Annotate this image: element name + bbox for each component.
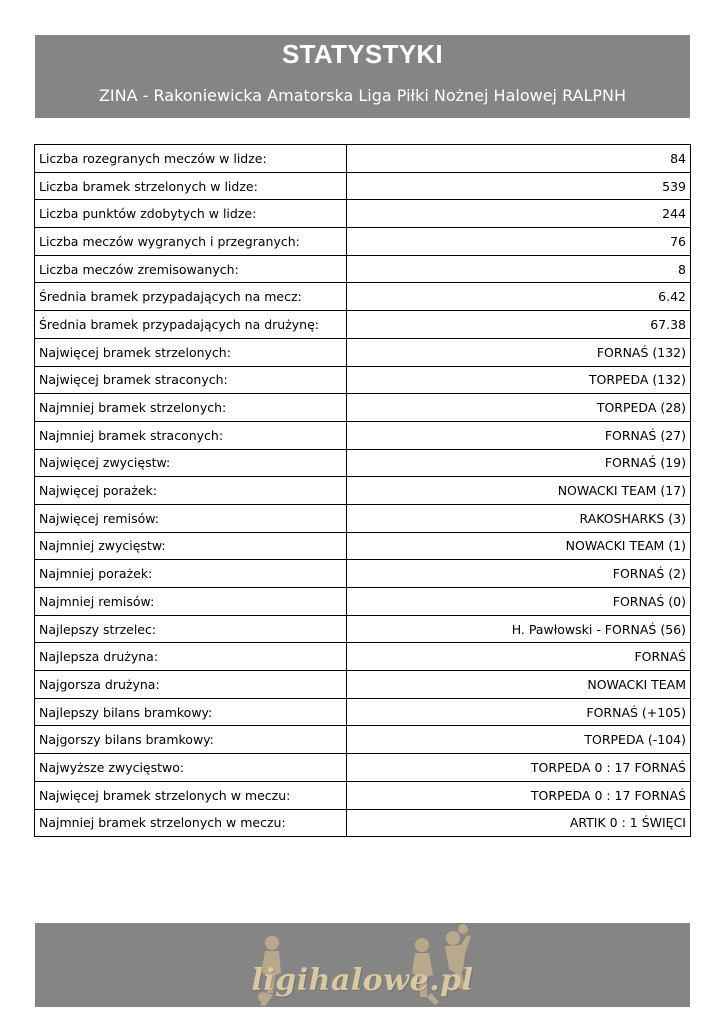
stat-label: Najmniej bramek straconych: xyxy=(35,421,347,449)
stat-label: Najwięcej porażek: xyxy=(35,477,347,505)
table-row xyxy=(35,504,691,532)
stat-label: Najwięcej zwycięstw: xyxy=(35,449,347,477)
table-row xyxy=(35,698,691,726)
table-row xyxy=(35,283,691,311)
table-row xyxy=(35,338,691,366)
page-header xyxy=(35,35,690,118)
table-row xyxy=(35,726,691,754)
table-row xyxy=(35,532,691,560)
stat-value: FORNAŚ (0) xyxy=(347,588,691,616)
stat-label: Najwięcej remisów: xyxy=(35,504,347,532)
table-row xyxy=(35,200,691,228)
stat-value: ARTIK 0 : 1 ŚWIĘCI xyxy=(347,809,691,837)
page-title: STATYSTYKI xyxy=(282,39,443,69)
stat-value: NOWACKI TEAM (17) xyxy=(347,477,691,505)
stat-value: FORNAŚ (+105) xyxy=(347,698,691,726)
stat-label: Najlepszy bilans bramkowy: xyxy=(35,698,347,726)
table-row xyxy=(35,809,691,837)
table-row xyxy=(35,145,691,173)
stat-value: NOWACKI TEAM (1) xyxy=(347,532,691,560)
stat-label: Najmniej zwycięstw: xyxy=(35,532,347,560)
stat-value: H. Pawłowski - FORNAŚ (56) xyxy=(347,615,691,643)
stat-value: TORPEDA 0 : 17 FORNAŚ xyxy=(347,754,691,782)
stat-value: 539 xyxy=(347,172,691,200)
stat-value: NOWACKI TEAM xyxy=(347,671,691,699)
table-row xyxy=(35,421,691,449)
table-row xyxy=(35,781,691,809)
statistics-table xyxy=(34,144,691,837)
stat-value: 76 xyxy=(347,228,691,256)
table-row xyxy=(35,394,691,422)
stat-label: Liczba punktów zdobytych w lidze: xyxy=(35,200,347,228)
stat-label: Najmniej porażek: xyxy=(35,560,347,588)
stat-value: TORPEDA 0 : 17 FORNAŚ xyxy=(347,781,691,809)
table-row xyxy=(35,366,691,394)
table-row xyxy=(35,449,691,477)
stat-value: 6.42 xyxy=(347,283,691,311)
table-row xyxy=(35,754,691,782)
table-row xyxy=(35,643,691,671)
stat-label: Średnia bramek przypadających na drużynę: xyxy=(35,311,347,339)
stat-value: 84 xyxy=(347,145,691,173)
table-row xyxy=(35,172,691,200)
stat-label: Liczba meczów wygranych i przegranych: xyxy=(35,228,347,256)
table-row xyxy=(35,615,691,643)
stat-value: FORNAŚ (132) xyxy=(347,338,691,366)
table-row xyxy=(35,588,691,616)
stat-label: Najlepsza drużyna: xyxy=(35,643,347,671)
table-row xyxy=(35,255,691,283)
stat-label: Liczba rozegranych meczów w lidze: xyxy=(35,145,347,173)
page-footer xyxy=(35,923,690,1007)
stat-label: Najlepszy strzelec: xyxy=(35,615,347,643)
stat-label: Najwięcej bramek strzelonych: xyxy=(35,338,347,366)
stat-label: Najmniej remisów: xyxy=(35,588,347,616)
stat-label: Najmniej bramek strzelonych: xyxy=(35,394,347,422)
stat-value: FORNAŚ (27) xyxy=(347,421,691,449)
stat-value: 8 xyxy=(347,255,691,283)
stat-label: Liczba bramek strzelonych w lidze: xyxy=(35,172,347,200)
stat-label: Najgorsza drużyna: xyxy=(35,671,347,699)
table-row xyxy=(35,311,691,339)
stat-label: Najwyższe zwycięstwo: xyxy=(35,754,347,782)
stat-value: TORPEDA (-104) xyxy=(347,726,691,754)
stat-value: FORNAŚ (19) xyxy=(347,449,691,477)
stat-value: TORPEDA (132) xyxy=(347,366,691,394)
league-name: ZINA - Rakoniewicka Amatorska Liga Piłki Nożnej Halowej RALPNH xyxy=(98,86,627,105)
stat-label: Najgorszy bilans bramkowy: xyxy=(35,726,347,754)
stat-label: Najwięcej bramek strzelonych w meczu: xyxy=(35,781,347,809)
table-row xyxy=(35,477,691,505)
stat-value: 67.38 xyxy=(347,311,691,339)
stat-label: Najmniej bramek strzelonych w meczu: xyxy=(35,809,347,837)
stat-value: 244 xyxy=(347,200,691,228)
stat-label: Średnia bramek przypadających na mecz: xyxy=(35,283,347,311)
stat-value: TORPEDA (28) xyxy=(347,394,691,422)
table-row xyxy=(35,671,691,699)
stat-value: FORNAŚ xyxy=(347,643,691,671)
stat-label: Liczba meczów zremisowanych: xyxy=(35,255,347,283)
stat-value: RAKOSHARKS (3) xyxy=(347,504,691,532)
stat-label: Najwięcej bramek straconych: xyxy=(35,366,347,394)
table-row xyxy=(35,228,691,256)
stat-value: FORNAŚ (2) xyxy=(347,560,691,588)
table-row xyxy=(35,560,691,588)
site-logo: ligihalowe.pl xyxy=(251,963,474,998)
